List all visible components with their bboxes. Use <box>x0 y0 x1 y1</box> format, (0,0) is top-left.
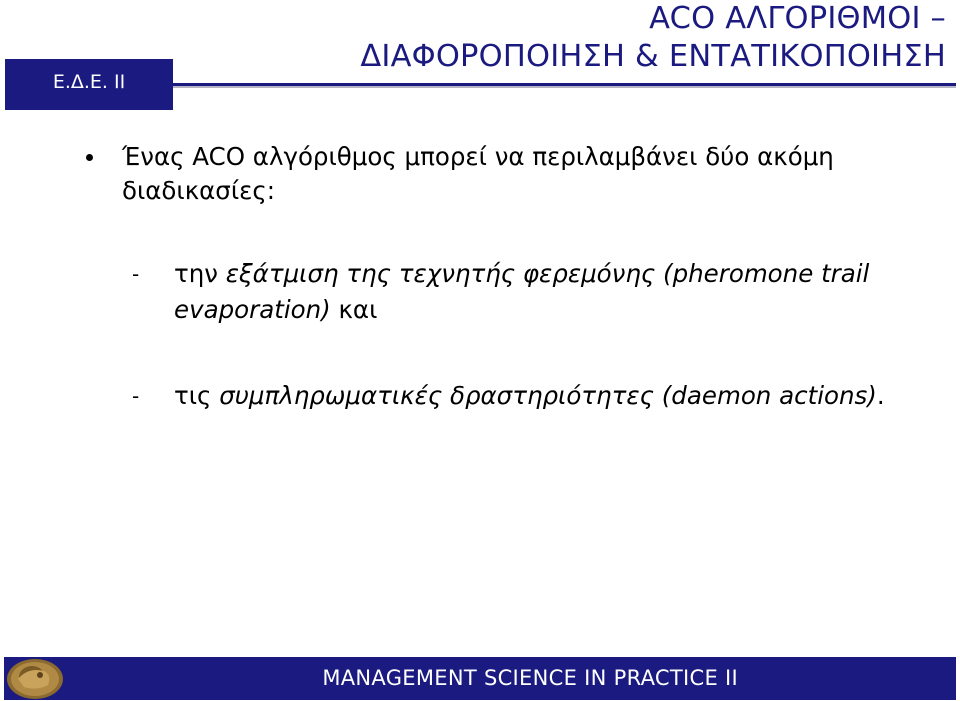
coin-icon <box>4 657 66 700</box>
slide-title-line1: ACO ΑΛΓΟΡΙΘΜΟΙ – <box>649 1 946 36</box>
sub-item-italic: εξάτμιση της τεχνητής φερεμόνης (pheromone trail <box>225 259 870 288</box>
sub-item-suffix: . <box>876 381 885 410</box>
slide-title-line2: ΔΙΑΦΟΡΟΠΟΙΗΣΗ & ΕΝΤΑΤΙΚΟΠΟΙΗΣΗ <box>360 39 946 74</box>
sub-item-suffix: και <box>330 295 378 324</box>
bullet-dot-icon <box>86 154 93 161</box>
slide-title <box>360 0 946 76</box>
sub-item-daemon <box>132 378 885 414</box>
sub-item-italic-cont: evaporation) <box>174 295 331 324</box>
sub-item-line2 <box>174 292 869 328</box>
title-divider-shadow <box>173 86 956 88</box>
sub-item-line1 <box>174 378 885 414</box>
sub-item-evaporation <box>132 256 869 328</box>
sub-item-prefix: την <box>174 259 226 288</box>
main-bullet <box>86 140 906 208</box>
sub-item-italic: συμπληρωματικές δραστηριότητες (daemon actions) <box>219 381 877 410</box>
dash-marker: - <box>132 384 140 408</box>
course-badge-label: Ε.Δ.Ε. ΙΙ <box>52 70 126 93</box>
dash-marker: - <box>132 262 140 286</box>
sub-item-line1 <box>174 256 869 292</box>
sub-item-prefix: τις <box>174 381 220 410</box>
footer-bar <box>4 657 956 700</box>
footer-title: MANAGEMENT SCIENCE IN PRACTICE II <box>322 666 738 690</box>
course-badge <box>5 59 173 110</box>
main-bullet-text: Ένας ACO αλγόριθμος μπορεί να περιλαμβάνει δύο ακόμη διαδικασίες: <box>122 142 834 205</box>
